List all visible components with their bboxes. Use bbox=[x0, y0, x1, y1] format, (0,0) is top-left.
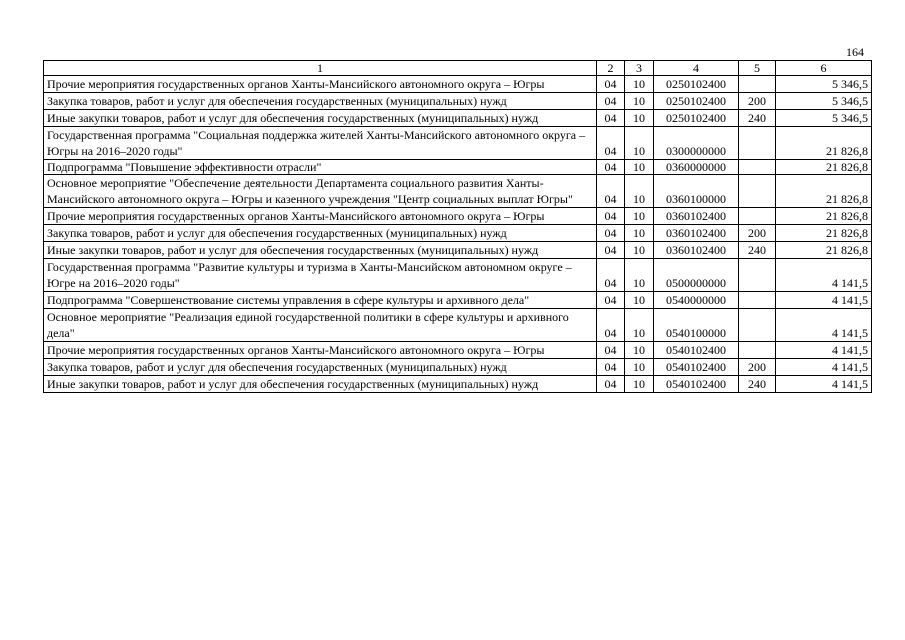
row-expense-type bbox=[739, 127, 776, 160]
row-name: Закупка товаров, работ и услуг для обеспечения государственных (муниципальных) нужд bbox=[44, 225, 597, 242]
row-target-article: 0250102400 bbox=[654, 93, 739, 110]
row-name: Закупка товаров, работ и услуг для обеспечения государственных (муниципальных) нужд bbox=[44, 359, 597, 376]
row-name: Государственная программа "Развитие культуры и туризма в Ханты-Мансийском автономном округе – Югре на 2016–2020 годы" bbox=[44, 259, 597, 292]
row-section: 04 bbox=[597, 127, 625, 160]
row-section: 04 bbox=[597, 292, 625, 309]
row-expense-type bbox=[739, 76, 776, 93]
row-amount: 21 826,8 bbox=[776, 175, 872, 208]
row-name: Прочие мероприятия государственных органов Ханты-Мансийского автономного округа – Югры bbox=[44, 342, 597, 359]
row-subsection: 10 bbox=[625, 225, 654, 242]
row-amount: 21 826,8 bbox=[776, 208, 872, 225]
row-amount: 21 826,8 bbox=[776, 225, 872, 242]
table-row bbox=[44, 110, 872, 127]
table-row bbox=[44, 175, 872, 208]
row-amount: 4 141,5 bbox=[776, 259, 872, 292]
row-expense-type bbox=[739, 342, 776, 359]
row-target-article: 0540100000 bbox=[654, 309, 739, 342]
row-amount: 21 826,8 bbox=[776, 160, 872, 175]
row-name: Прочие мероприятия государственных органов Ханты-Мансийского автономного округа – Югры bbox=[44, 76, 597, 93]
row-amount: 4 141,5 bbox=[776, 359, 872, 376]
row-section: 04 bbox=[597, 208, 625, 225]
row-section: 04 bbox=[597, 225, 625, 242]
table-row bbox=[44, 76, 872, 93]
table-row bbox=[44, 292, 872, 309]
table-row bbox=[44, 160, 872, 175]
row-section: 04 bbox=[597, 242, 625, 259]
row-section: 04 bbox=[597, 175, 625, 208]
header-col-5: 5 bbox=[739, 61, 776, 76]
row-target-article: 0360000000 bbox=[654, 160, 739, 175]
row-section: 04 bbox=[597, 359, 625, 376]
row-target-article: 0360102400 bbox=[654, 208, 739, 225]
row-expense-type bbox=[739, 160, 776, 175]
row-target-article: 0360102400 bbox=[654, 242, 739, 259]
row-amount: 4 141,5 bbox=[776, 309, 872, 342]
header-col-3: 3 bbox=[625, 61, 654, 76]
row-target-article: 0250102400 bbox=[654, 76, 739, 93]
row-section: 04 bbox=[597, 309, 625, 342]
table-row bbox=[44, 225, 872, 242]
budget-table bbox=[43, 60, 872, 393]
row-expense-type: 240 bbox=[739, 110, 776, 127]
header-col-4: 4 bbox=[654, 61, 739, 76]
row-expense-type: 200 bbox=[739, 93, 776, 110]
row-expense-type bbox=[739, 259, 776, 292]
row-name: Иные закупки товаров, работ и услуг для обеспечения государственных (муниципальных) нужд bbox=[44, 110, 597, 127]
table-row bbox=[44, 359, 872, 376]
row-subsection: 10 bbox=[625, 376, 654, 393]
row-amount: 4 141,5 bbox=[776, 376, 872, 393]
row-subsection: 10 bbox=[625, 127, 654, 160]
row-name: Государственная программа "Социальная поддержка жителей Ханты-Мансийского автономного округа – Югры на 2016–2020 годы" bbox=[44, 127, 597, 160]
row-subsection: 10 bbox=[625, 160, 654, 175]
row-expense-type bbox=[739, 175, 776, 208]
row-section: 04 bbox=[597, 376, 625, 393]
row-expense-type bbox=[739, 208, 776, 225]
table-row bbox=[44, 342, 872, 359]
row-expense-type: 200 bbox=[739, 359, 776, 376]
row-amount: 4 141,5 bbox=[776, 342, 872, 359]
row-subsection: 10 bbox=[625, 259, 654, 292]
row-name: Прочие мероприятия государственных органов Ханты-Мансийского автономного округа – Югры bbox=[44, 208, 597, 225]
header-col-1: 1 bbox=[44, 61, 597, 76]
table-row bbox=[44, 127, 872, 160]
row-target-article: 0540102400 bbox=[654, 376, 739, 393]
row-subsection: 10 bbox=[625, 342, 654, 359]
row-subsection: 10 bbox=[625, 93, 654, 110]
row-amount: 5 346,5 bbox=[776, 110, 872, 127]
row-name: Подпрограмма "Повышение эффективности отрасли" bbox=[44, 160, 597, 175]
row-target-article: 0360100000 bbox=[654, 175, 739, 208]
row-target-article: 0300000000 bbox=[654, 127, 739, 160]
row-name: Иные закупки товаров, работ и услуг для обеспечения государственных (муниципальных) нужд bbox=[44, 242, 597, 259]
row-target-article: 0500000000 bbox=[654, 259, 739, 292]
row-name: Основное мероприятие "Реализация единой государственной политики в сфере культуры и архивного дела" bbox=[44, 309, 597, 342]
row-name: Иные закупки товаров, работ и услуг для обеспечения государственных (муниципальных) нужд bbox=[44, 376, 597, 393]
row-subsection: 10 bbox=[625, 309, 654, 342]
row-target-article: 0250102400 bbox=[654, 110, 739, 127]
row-subsection: 10 bbox=[625, 208, 654, 225]
header-row bbox=[44, 61, 872, 76]
table-body bbox=[44, 76, 872, 393]
row-name: Основное мероприятие "Обеспечение деятельности Департамента социального развития Ханты-Мансийского автономного округа – Югры и казенного учреждения "Центр социальных выплат Югры" bbox=[44, 175, 597, 208]
table-header bbox=[44, 61, 872, 76]
row-subsection: 10 bbox=[625, 359, 654, 376]
row-subsection: 10 bbox=[625, 110, 654, 127]
table-row bbox=[44, 208, 872, 225]
row-amount: 4 141,5 bbox=[776, 292, 872, 309]
row-section: 04 bbox=[597, 76, 625, 93]
row-name: Подпрограмма "Совершенствование системы управления в сфере культуры и архивного дела" bbox=[44, 292, 597, 309]
table-row bbox=[44, 309, 872, 342]
row-subsection: 10 bbox=[625, 175, 654, 208]
row-section: 04 bbox=[597, 160, 625, 175]
row-section: 04 bbox=[597, 259, 625, 292]
row-expense-type: 240 bbox=[739, 376, 776, 393]
row-target-article: 0540000000 bbox=[654, 292, 739, 309]
row-expense-type bbox=[739, 292, 776, 309]
row-amount: 21 826,8 bbox=[776, 127, 872, 160]
row-target-article: 0360102400 bbox=[654, 225, 739, 242]
header-col-6: 6 bbox=[776, 61, 872, 76]
row-amount: 5 346,5 bbox=[776, 76, 872, 93]
row-amount: 5 346,5 bbox=[776, 93, 872, 110]
row-subsection: 10 bbox=[625, 292, 654, 309]
table-row bbox=[44, 93, 872, 110]
row-expense-type: 240 bbox=[739, 242, 776, 259]
row-expense-type: 200 bbox=[739, 225, 776, 242]
header-col-2: 2 bbox=[597, 61, 625, 76]
table-row bbox=[44, 376, 872, 393]
row-section: 04 bbox=[597, 93, 625, 110]
row-target-article: 0540102400 bbox=[654, 359, 739, 376]
row-expense-type bbox=[739, 309, 776, 342]
row-section: 04 bbox=[597, 342, 625, 359]
row-amount: 21 826,8 bbox=[776, 242, 872, 259]
row-name: Закупка товаров, работ и услуг для обеспечения государственных (муниципальных) нужд bbox=[44, 93, 597, 110]
table-row bbox=[44, 242, 872, 259]
row-subsection: 10 bbox=[625, 242, 654, 259]
row-section: 04 bbox=[597, 110, 625, 127]
row-subsection: 10 bbox=[625, 76, 654, 93]
row-target-article: 0540102400 bbox=[654, 342, 739, 359]
page-number: 164 bbox=[846, 45, 864, 59]
table-row bbox=[44, 259, 872, 292]
